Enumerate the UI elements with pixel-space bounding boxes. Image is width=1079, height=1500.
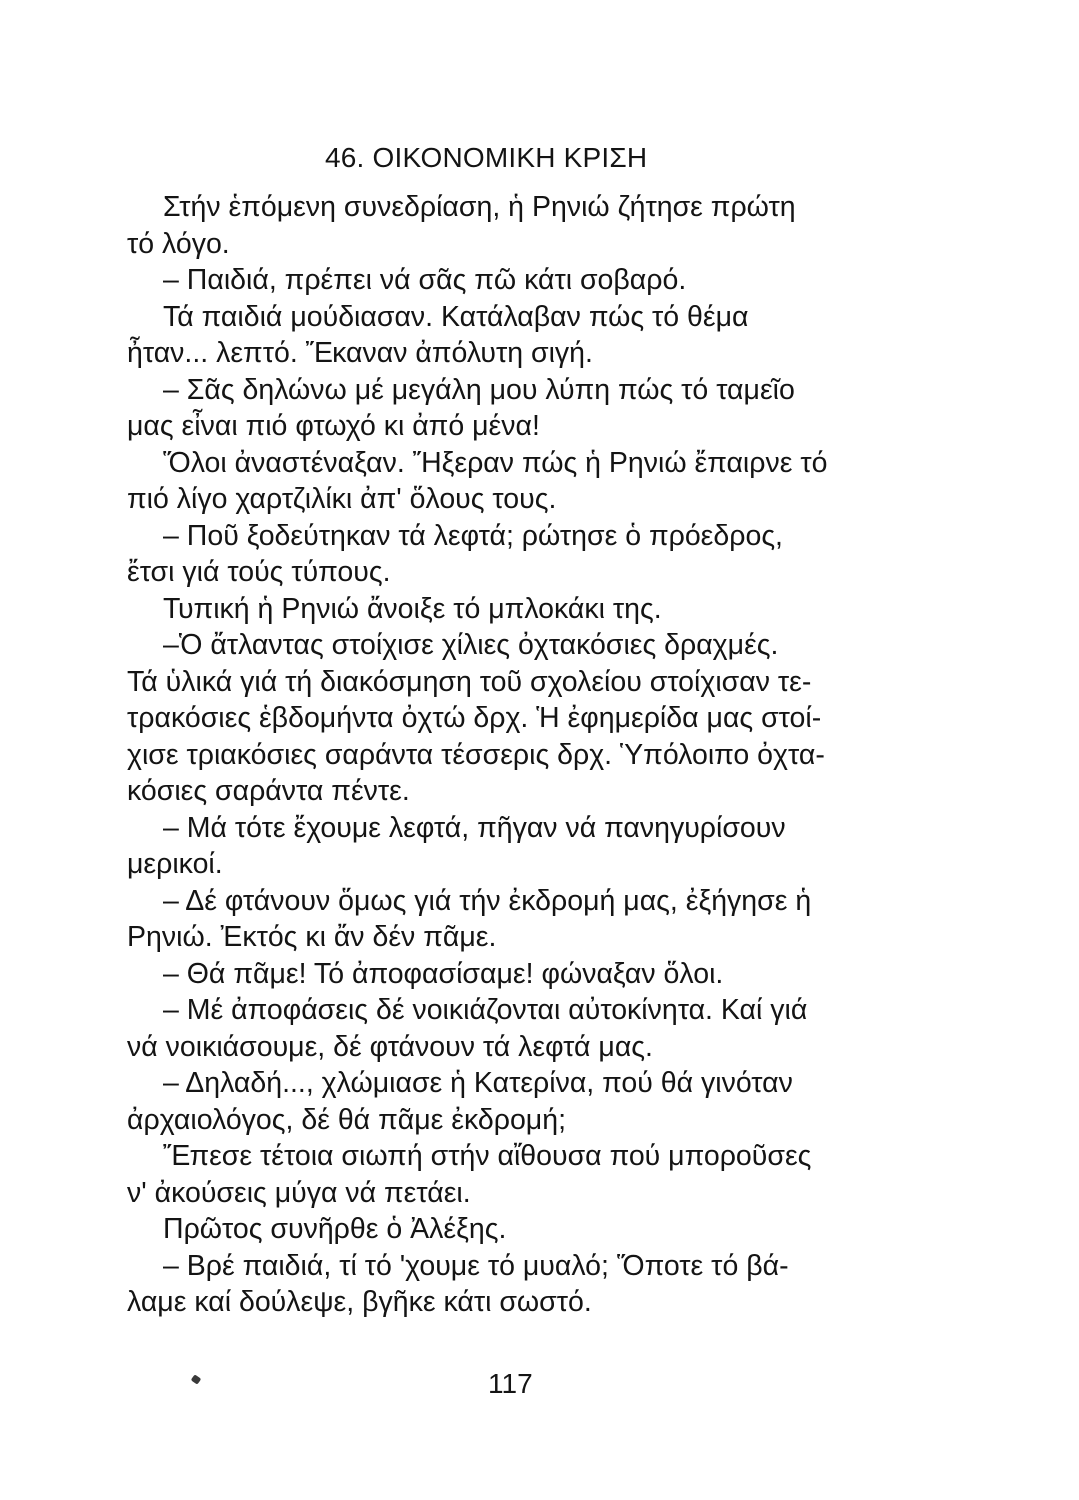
text-line: ἀρχαιολόγος, δέ θά πᾶμε ἐκδρομή; [127, 1103, 566, 1136]
text-line: – Σᾶς δηλώνω μέ μεγάλη μου λύπη πώς τό ταμεῖο [163, 373, 795, 406]
page-number: 117 [488, 1368, 533, 1399]
text-line: Τά ὑλικά γιά τή διακόσμηση τοῦ σχολείου στοίχισαν τε- [127, 665, 812, 698]
text-line: λαμε καί δούλεψε, βγῆκε κάτι σωστό. [127, 1286, 592, 1318]
ink-speck [191, 1374, 202, 1384]
text-line: – Μά τότε ἔχουμε λεφτά, πῆγαν νά πανηγυρίσουν [163, 811, 786, 844]
text-line: χισε τριακόσιες σαράντα τέσσερις δρχ. Ὑπόλοιπο ὀχτα- [127, 738, 825, 771]
chapter-heading: 46. ΟΙΚΟΝΟΜΙΚΗ ΚΡΙΣΗ [325, 142, 648, 173]
text-line: τρακόσιες ἑβδομήντα ὀχτώ δρχ. Ἡ ἐφημερίδα μας στοί- [127, 702, 822, 734]
text-line: Στήν ἑπόμενη συνεδρίαση, ἡ Ρηνιώ ζήτησε πρώτη [163, 191, 796, 223]
text-line: ν' ἀκούσεις μύγα νά πετάει. [127, 1176, 471, 1209]
text-line: – Δηλαδή..., χλώμιασε ἡ Κατερίνα, πού θά γινόταν [163, 1067, 793, 1099]
text-line: νά νοικιάσουμε, δέ φτάνουν τά λεφτά μας. [127, 1030, 653, 1063]
text-line: πιό λίγο χαρτζιλίκι ἀπ' ὅλους τους. [127, 483, 557, 515]
text-line: Πρῶτος συνῆρθε ὁ Ἀλέξης. [163, 1213, 507, 1245]
text-line: – Βρέ παιδιά, τί τό 'χουμε τό μυαλό; Ὅποτε τό βά- [163, 1249, 789, 1282]
text-line: – Δέ φτάνουν ὅμως γιά τήν ἐκδρομή μας, ἐξήγησε ἡ [163, 884, 812, 917]
text-line: – Ποῦ ξοδεύτηκαν τά λεφτά; ρώτησε ὁ πρόεδρος, [163, 519, 783, 552]
text-line: Τά παιδιά μούδιασαν. Κατάλαβαν πώς τό θέμα [163, 300, 749, 333]
text-line: – Θά πᾶμε! Τό ἀποφασίσαμε! φώναξαν ὅλοι. [163, 957, 724, 990]
text-line: –Ὁ ἄτλαντας στοίχισε χίλιες ὀχτακόσιες δραχμές. [163, 629, 779, 661]
chapter-body [127, 189, 909, 1321]
text-line: Ρηνιώ. Ἐκτός κι ἄν δέν πᾶμε. [127, 921, 497, 953]
text-line: – Μέ ἀποφάσεις δέ νοικιάζονται αὐτοκίνητα. Καί γιά [163, 994, 808, 1026]
text-line: μερικοί. [127, 848, 223, 880]
text-line: Τυπική ἡ Ρηνιώ ἄνοιξε τό μπλοκάκι της. [163, 592, 662, 625]
text-line: – Παιδιά, πρέπει νά σᾶς πῶ κάτι σοβαρό. [163, 264, 687, 296]
text-line: ἔτσι γιά τούς τύπους. [127, 556, 391, 588]
text-line: μας εἶναι πιό φτωχό κι ἀπό μένα! [127, 410, 540, 442]
text-line: ἦταν... λεπτό. Ἔκαναν ἀπόλυτη σιγή. [127, 337, 593, 369]
text-line: Ὅλοι ἀναστέναξαν. Ἤξεραν πώς ἡ Ρηνιώ ἔπαιρνε τό [163, 446, 828, 479]
text-line: κόσιες σαράντα πέντε. [127, 775, 410, 807]
text-line: τό λόγο. [127, 227, 230, 260]
text-line: Ἔπεσε τέτοια σιωπή στήν αἴθουσα πού μποροῦσες [163, 1140, 812, 1172]
